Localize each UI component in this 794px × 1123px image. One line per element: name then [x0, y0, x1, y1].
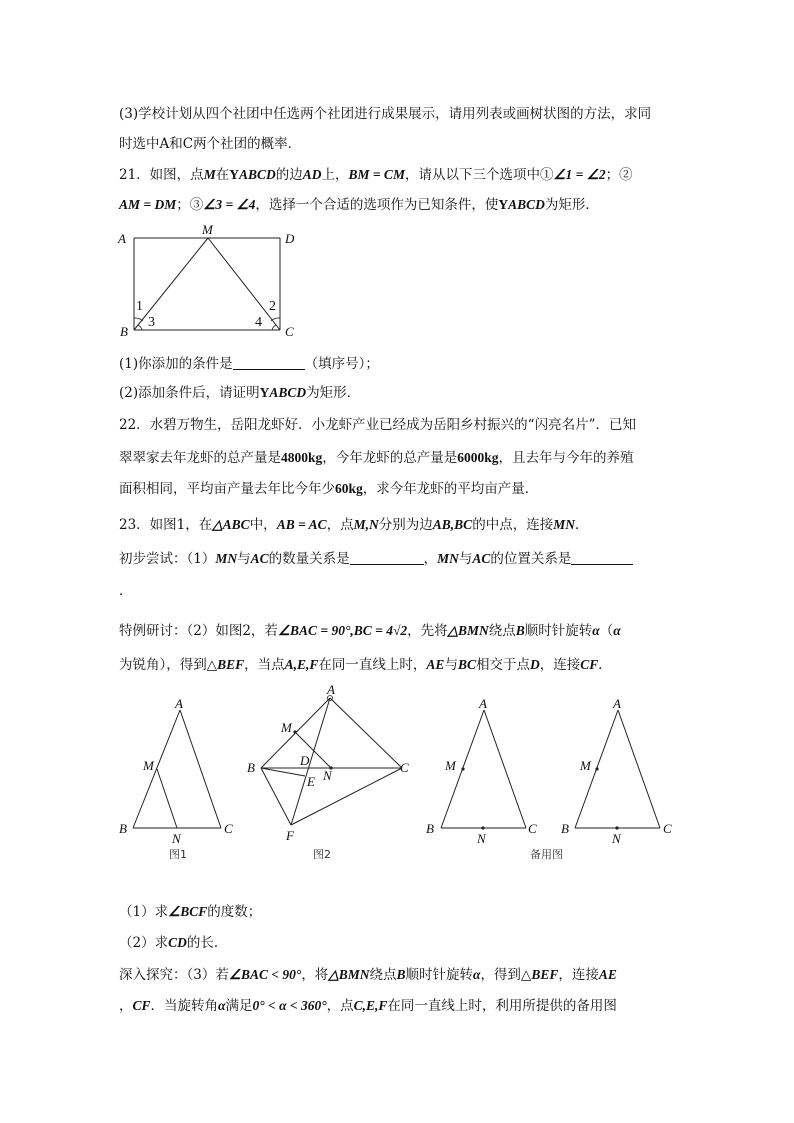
label-M: M	[281, 720, 292, 735]
label-M: M	[445, 758, 456, 773]
label-N: N	[612, 831, 621, 846]
label-C: C	[224, 821, 233, 836]
question-23-line-4: 特例研讨：（2）如图2，若∠BAC = 90°,BC = 4√2，先将△BMN绕点B顺时针旋转α（α	[119, 623, 621, 639]
label-N: N	[477, 831, 486, 846]
answer-blank	[233, 355, 305, 370]
figure-spare-2	[560, 696, 690, 865]
angle-3-label: 3	[148, 315, 155, 330]
question-21-sub-2: (2)添加条件后，请证明YABCD为矩形．	[119, 385, 361, 401]
label-M: M	[580, 758, 591, 773]
question-23-line-3: ．	[119, 583, 133, 599]
label-B: B	[426, 821, 434, 836]
figure-3-caption: 备用图	[530, 848, 563, 861]
figure-1-caption: 图1	[169, 848, 187, 861]
label-A: A	[613, 696, 621, 711]
figure-2-caption: 图2	[313, 848, 331, 861]
label-M: M	[202, 222, 213, 237]
text-line: 时选中A和C两个社团的概率．	[119, 136, 302, 152]
question-21-line-2: AM = DM；③∠3 = ∠4，选择一个合适的选项作为已知条件，使YABCD为矩形．	[119, 197, 599, 213]
label-D: D	[285, 231, 295, 246]
angle-1-label: 1	[136, 299, 143, 314]
label-E: E	[307, 774, 315, 789]
question-23-line-5: 为锐角），得到△BEF，当点A,E,F在同一直线上时，AE与BC相交于点D，连接CF．	[119, 657, 612, 673]
answer-blank	[350, 550, 424, 565]
question-23-sub-1: （1）求∠BCF的度数；	[119, 904, 262, 920]
label-D: D	[300, 753, 310, 768]
label-A: A	[479, 696, 487, 711]
label-C: C	[663, 821, 672, 836]
question-23-line-9: ，CF．当旋转角α满足0° < α < 360°，点C,E,F在同一直线上时，利用所提供的备用图	[119, 998, 617, 1014]
question-23-sub-2: （2）求CD的长．	[119, 935, 228, 951]
question-23-line-1: 23．如图1，在△ABC中，AB = AC，点M,N分别为边AB,BC的中点，连接MN．	[119, 517, 589, 533]
label-A: A	[175, 696, 183, 711]
text-line: (3)学校计划从四个社团中任选两个社团进行成果展示，请用列表或画树状图的方法，求同	[119, 106, 652, 122]
label-B: B	[120, 324, 128, 339]
angle-4-label: 4	[255, 315, 262, 330]
figure-spare-1	[420, 696, 563, 865]
figure-1	[115, 696, 245, 865]
label-C: C	[285, 324, 294, 339]
question-22-line-3: 面积相同，平均亩产量去年比今年少60kg，求今年龙虾的平均亩产量．	[119, 481, 539, 497]
label-A: A	[327, 682, 335, 697]
label-A: A	[118, 231, 126, 246]
question-22-line-2: 翠翠家去年龙虾的总产量是4800kg，今年龙虾的总产量是6000kg，且去年与今年的养殖	[119, 450, 634, 466]
question-21-line-1: 21．如图，点M在YABCD的边AD上，BM = CM，请从以下三个选项中①∠1 = ∠2；②	[119, 167, 633, 183]
label-F: F	[286, 828, 294, 843]
question-21-sub-1: (1)你添加的条件是 （填序号）；	[119, 356, 379, 372]
label-C: C	[400, 760, 409, 775]
label-C: C	[528, 821, 537, 836]
figure-2	[245, 680, 415, 865]
label-M: M	[143, 758, 154, 773]
figure-parallelogram	[112, 222, 312, 342]
label-B: B	[119, 821, 127, 836]
answer-blank	[571, 550, 633, 565]
label-B: B	[247, 760, 255, 775]
angle-2-label: 2	[269, 299, 276, 314]
label-N: N	[323, 768, 332, 783]
question-23-line-2: 初步尝试：（1）MN与AC的数量关系是 ，MN与AC的位置关系是	[119, 549, 633, 569]
question-22-line-1: 22．水碧万物生，岳阳龙虾好．小龙虾产业已经成为岳阳乡村振兴的“闪亮名片”．已知	[119, 417, 636, 433]
question-23-line-8: 深入探究：（3）若∠BAC < 90°，将△BMN绕点B顺时针旋转α，得到△BEF，连接AE	[119, 967, 617, 983]
label-B: B	[561, 821, 569, 836]
label-N: N	[172, 831, 181, 846]
